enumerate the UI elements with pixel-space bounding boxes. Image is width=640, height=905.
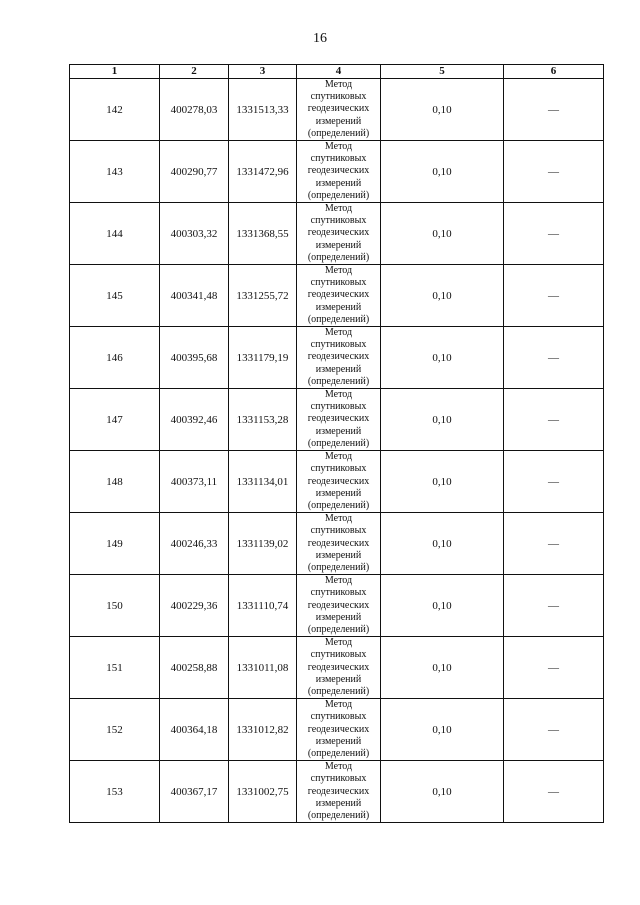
x-coordinate-cell: 400303,32: [160, 203, 229, 265]
method-line: Метод: [324, 327, 353, 339]
y-coordinate-cell: 1331134,01: [229, 451, 297, 513]
method-cell: [297, 327, 381, 389]
note-cell: —: [504, 575, 604, 637]
method-line: (определений): [307, 809, 370, 821]
method-line: (определений): [307, 189, 370, 201]
y-coordinate-cell: 1331368,55: [229, 203, 297, 265]
method-line: Метод: [324, 513, 353, 525]
method-line: Метод: [324, 761, 353, 773]
method-line: спутниковых: [310, 339, 367, 351]
method-line: спутниковых: [310, 463, 367, 475]
y-coordinate-cell: 1331255,72: [229, 265, 297, 327]
method-line: Метод: [324, 637, 353, 649]
method-line: (определений): [307, 623, 370, 635]
method-line: спутниковых: [310, 277, 367, 289]
method-line: измерений: [315, 239, 362, 251]
method-cell: [297, 451, 381, 513]
method-line: геодезических: [307, 165, 370, 177]
table-row: [70, 575, 604, 637]
method-line: геодезических: [307, 351, 370, 363]
method-line: спутниковых: [310, 649, 367, 661]
accuracy-cell: 0,10: [381, 389, 504, 451]
x-coordinate-cell: 400290,77: [160, 141, 229, 203]
accuracy-cell: 0,10: [381, 699, 504, 761]
method-line: Метод: [324, 451, 353, 463]
note-cell: —: [504, 79, 604, 141]
x-coordinate-cell: 400373,11: [160, 451, 229, 513]
y-coordinate-cell: 1331513,33: [229, 79, 297, 141]
method-line: спутниковых: [310, 153, 367, 165]
table-row: [70, 761, 604, 823]
point-number-cell: 152: [70, 699, 160, 761]
method-cell: [297, 575, 381, 637]
method-line: спутниковых: [310, 215, 367, 227]
note-cell: —: [504, 203, 604, 265]
point-number-cell: 149: [70, 513, 160, 575]
x-coordinate-cell: 400258,88: [160, 637, 229, 699]
method-line: измерений: [315, 549, 362, 561]
method-cell: [297, 389, 381, 451]
method-line: спутниковых: [310, 773, 367, 785]
point-number-cell: 153: [70, 761, 160, 823]
y-coordinate-cell: 1331153,28: [229, 389, 297, 451]
y-coordinate-cell: 1331179,19: [229, 327, 297, 389]
note-cell: —: [504, 513, 604, 575]
table-row: [70, 451, 604, 513]
x-coordinate-cell: 400392,46: [160, 389, 229, 451]
column-header-4: 4: [297, 65, 381, 79]
accuracy-cell: 0,10: [381, 327, 504, 389]
y-coordinate-cell: 1331472,96: [229, 141, 297, 203]
method-line: Метод: [324, 699, 353, 711]
method-line: измерений: [315, 673, 362, 685]
method-cell: [297, 513, 381, 575]
method-line: геодезических: [307, 537, 370, 549]
method-line: измерений: [315, 797, 362, 809]
accuracy-cell: 0,10: [381, 513, 504, 575]
method-line: (определений): [307, 437, 370, 449]
accuracy-cell: 0,10: [381, 265, 504, 327]
method-line: Метод: [324, 575, 353, 587]
y-coordinate-cell: 1331110,74: [229, 575, 297, 637]
table-row: [70, 141, 604, 203]
note-cell: —: [504, 451, 604, 513]
method-cell: [297, 141, 381, 203]
accuracy-cell: 0,10: [381, 451, 504, 513]
accuracy-cell: 0,10: [381, 575, 504, 637]
column-header-2: 2: [160, 65, 229, 79]
method-line: спутниковых: [310, 401, 367, 413]
method-line: измерений: [315, 177, 362, 189]
accuracy-cell: 0,10: [381, 141, 504, 203]
table-row: [70, 699, 604, 761]
coordinates-table: [69, 64, 604, 823]
method-line: измерений: [315, 363, 362, 375]
method-line: (определений): [307, 499, 370, 511]
method-line: (определений): [307, 313, 370, 325]
method-line: (определений): [307, 127, 370, 139]
method-line: геодезических: [307, 227, 370, 239]
method-line: измерений: [315, 735, 362, 747]
method-line: геодезических: [307, 785, 370, 797]
method-line: измерений: [315, 611, 362, 623]
method-line: измерений: [315, 425, 362, 437]
table-body: [70, 79, 604, 823]
method-cell: [297, 265, 381, 327]
point-number-cell: 147: [70, 389, 160, 451]
method-line: измерений: [315, 115, 362, 127]
method-line: геодезических: [307, 413, 370, 425]
method-line: (определений): [307, 747, 370, 759]
method-cell: [297, 761, 381, 823]
accuracy-cell: 0,10: [381, 761, 504, 823]
point-number-cell: 142: [70, 79, 160, 141]
method-line: спутниковых: [310, 525, 367, 537]
table-row: [70, 79, 604, 141]
table-row: [70, 203, 604, 265]
accuracy-cell: 0,10: [381, 637, 504, 699]
method-line: измерений: [315, 301, 362, 313]
table-row: [70, 637, 604, 699]
method-line: геодезических: [307, 723, 370, 735]
method-line: Метод: [324, 141, 353, 153]
table-header-row: [70, 65, 604, 79]
x-coordinate-cell: 400278,03: [160, 79, 229, 141]
note-cell: —: [504, 761, 604, 823]
y-coordinate-cell: 1331002,75: [229, 761, 297, 823]
method-cell: [297, 79, 381, 141]
note-cell: —: [504, 389, 604, 451]
method-line: Метод: [324, 203, 353, 215]
column-header-1: 1: [70, 65, 160, 79]
accuracy-cell: 0,10: [381, 203, 504, 265]
point-number-cell: 145: [70, 265, 160, 327]
page-number: 16: [313, 31, 327, 46]
column-header-3: 3: [229, 65, 297, 79]
note-cell: —: [504, 265, 604, 327]
point-number-cell: 144: [70, 203, 160, 265]
method-line: геодезических: [307, 475, 370, 487]
point-number-cell: 143: [70, 141, 160, 203]
method-line: спутниковых: [310, 587, 367, 599]
table-row: [70, 513, 604, 575]
x-coordinate-cell: 400364,18: [160, 699, 229, 761]
method-line: геодезических: [307, 103, 370, 115]
method-cell: [297, 637, 381, 699]
method-line: Метод: [324, 389, 353, 401]
method-cell: [297, 203, 381, 265]
method-line: измерений: [315, 487, 362, 499]
note-cell: —: [504, 699, 604, 761]
y-coordinate-cell: 1331139,02: [229, 513, 297, 575]
method-line: спутниковых: [310, 91, 367, 103]
y-coordinate-cell: 1331011,08: [229, 637, 297, 699]
x-coordinate-cell: 400341,48: [160, 265, 229, 327]
column-header-5: 5: [381, 65, 504, 79]
column-header-6: 6: [504, 65, 604, 79]
y-coordinate-cell: 1331012,82: [229, 699, 297, 761]
method-line: геодезических: [307, 661, 370, 673]
method-line: (определений): [307, 561, 370, 573]
note-cell: —: [504, 637, 604, 699]
note-cell: —: [504, 141, 604, 203]
point-number-cell: 148: [70, 451, 160, 513]
table-row: [70, 265, 604, 327]
point-number-cell: 151: [70, 637, 160, 699]
x-coordinate-cell: 400367,17: [160, 761, 229, 823]
method-line: геодезических: [307, 289, 370, 301]
method-line: спутниковых: [310, 711, 367, 723]
table-row: [70, 389, 604, 451]
method-line: (определений): [307, 251, 370, 263]
accuracy-cell: 0,10: [381, 79, 504, 141]
method-line: геодезических: [307, 599, 370, 611]
x-coordinate-cell: 400395,68: [160, 327, 229, 389]
note-cell: —: [504, 327, 604, 389]
point-number-cell: 150: [70, 575, 160, 637]
method-line: Метод: [324, 265, 353, 277]
point-number-cell: 146: [70, 327, 160, 389]
method-line: (определений): [307, 375, 370, 387]
table-row: [70, 327, 604, 389]
x-coordinate-cell: 400246,33: [160, 513, 229, 575]
x-coordinate-cell: 400229,36: [160, 575, 229, 637]
method-line: Метод: [324, 79, 353, 90]
method-cell: [297, 699, 381, 761]
method-line: (определений): [307, 685, 370, 697]
